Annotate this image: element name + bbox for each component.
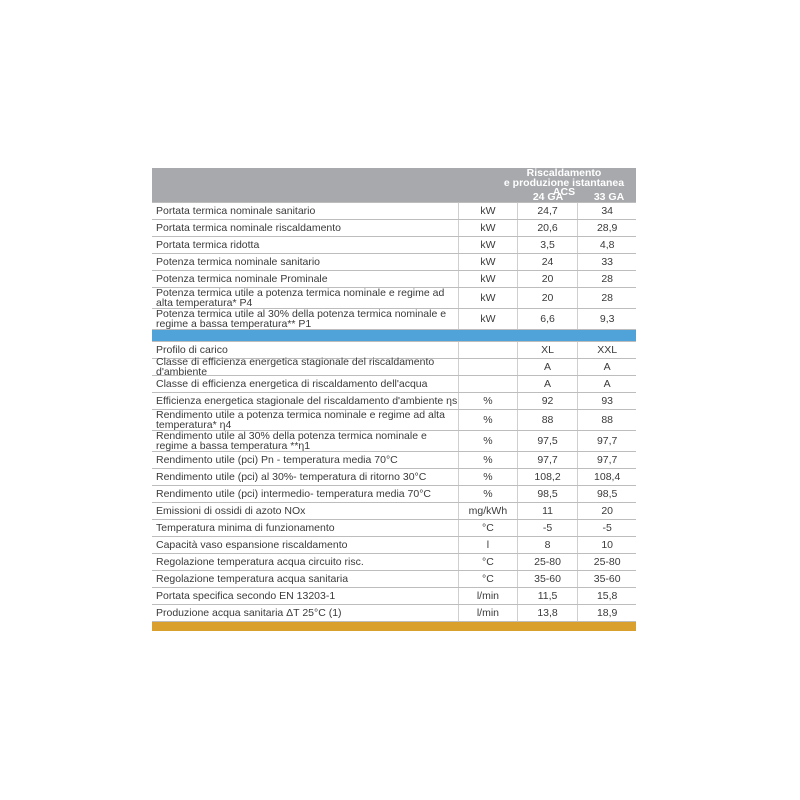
row-unit <box>458 376 517 392</box>
value-33ga: A <box>577 376 636 392</box>
table-row <box>152 202 636 220</box>
table-header <box>152 168 636 202</box>
table-row <box>152 356 636 378</box>
value-24ga: 11,5 <box>517 588 578 604</box>
table-row <box>152 571 636 588</box>
table-row <box>152 469 636 486</box>
value-24ga: 92 <box>517 393 578 409</box>
value-24ga: 8 <box>517 537 578 553</box>
row-unit <box>458 342 517 358</box>
row-label: Profilo di carico <box>156 344 228 356</box>
value-24ga: 3,5 <box>517 237 578 253</box>
table-row <box>152 376 636 393</box>
value-33ga: 15,8 <box>577 588 636 604</box>
table-row <box>152 309 636 330</box>
table-row <box>152 520 636 537</box>
value-24ga: 88 <box>517 410 578 430</box>
row-unit: l/min <box>458 588 517 604</box>
header-title-line1: Riscaldamento <box>526 167 602 179</box>
spec-table <box>152 168 636 631</box>
value-24ga: 20,6 <box>517 220 578 236</box>
row-label: Efficienza energetica stagionale del riscaldamento d'ambiente ηs <box>156 395 458 407</box>
section-efficiency <box>152 341 636 622</box>
value-33ga: 20 <box>577 503 636 519</box>
row-unit: mg/kWh <box>458 503 517 519</box>
value-24ga: XL <box>517 342 578 358</box>
row-label: Classe di efficienza energetica stagionale del riscaldamento d'ambiente <box>156 356 435 378</box>
row-label: Regolazione temperatura acqua circuito risc. <box>156 556 364 568</box>
row-label: Classe di efficienza energetica di riscaldamento dell'acqua <box>156 378 428 390</box>
value-24ga: 98,5 <box>517 486 578 502</box>
table-row <box>152 503 636 520</box>
row-label: Potenza termica nominale Prominale <box>156 273 328 285</box>
value-33ga: 4,8 <box>577 237 636 253</box>
value-33ga: 108,4 <box>577 469 636 485</box>
row-unit: °C <box>458 520 517 536</box>
value-33ga: 28 <box>577 271 636 287</box>
row-label: Portata termica nominale riscaldamento <box>156 222 342 234</box>
value-33ga: 10 <box>577 537 636 553</box>
row-unit: °C <box>458 571 517 587</box>
row-label: Produzione acqua sanitaria ΔT 25°C (1) <box>156 607 342 619</box>
row-unit: kW <box>458 271 517 287</box>
row-label: Temperatura minima di funzionamento <box>156 522 335 534</box>
row-unit: kW <box>458 254 517 270</box>
row-label: Capacità vaso espansione riscaldamento <box>156 539 348 551</box>
table-row <box>152 605 636 622</box>
row-label: Potenza termica nominale sanitario <box>156 256 321 268</box>
row-label: Potenza termica utile a potenza termica nominale e regime ad alta temperatura* P4 <box>156 287 445 309</box>
row-label: Portata termica nominale sanitario <box>156 205 316 217</box>
row-label: Rendimento utile a potenza termica nominale e regime ad alta temperatura* η4 <box>156 409 445 431</box>
table-row <box>152 486 636 503</box>
row-unit: kW <box>458 309 517 329</box>
value-33ga: 28,9 <box>577 220 636 236</box>
table-row <box>152 393 636 410</box>
value-24ga: 6,6 <box>517 309 578 329</box>
table-row <box>152 554 636 571</box>
value-33ga: XXL <box>577 342 636 358</box>
value-33ga: 9,3 <box>577 309 636 329</box>
row-label: Rendimento utile al 30% della potenza termica nominale e regime a bassa temperatura **η1 <box>156 430 427 452</box>
table-row <box>152 452 636 469</box>
row-unit: l/min <box>458 605 517 621</box>
value-24ga: 20 <box>517 271 578 287</box>
value-24ga: A <box>517 359 578 375</box>
model-33ga-heading: 33 GA <box>593 191 625 203</box>
value-24ga: 97,5 <box>517 431 578 451</box>
row-unit: % <box>458 393 517 409</box>
value-33ga: 25-80 <box>577 554 636 570</box>
value-24ga: 11 <box>517 503 578 519</box>
row-unit: kW <box>458 203 517 219</box>
row-unit: l <box>458 537 517 553</box>
value-24ga: A <box>517 376 578 392</box>
header-title-line2: e produzione istantanea ACS <box>503 176 625 198</box>
value-33ga: A <box>577 359 636 375</box>
row-label: Rendimento utile (pci) Pn - temperatura media 70°C <box>156 454 398 466</box>
row-unit: % <box>458 452 517 468</box>
row-unit: kW <box>458 237 517 253</box>
value-24ga: -5 <box>517 520 578 536</box>
row-unit: % <box>458 469 517 485</box>
table-row <box>152 271 636 288</box>
row-label: Rendimento utile (pci) intermedio- temperatura media 70°C <box>156 488 431 500</box>
table-row <box>152 588 636 605</box>
row-label: Rendimento utile (pci) al 30%- temperatura di ritorno 30°C <box>156 471 427 483</box>
value-33ga: 18,9 <box>577 605 636 621</box>
table-row <box>152 220 636 237</box>
row-unit: % <box>458 431 517 451</box>
table-row <box>152 254 636 271</box>
value-33ga: 88 <box>577 410 636 430</box>
value-33ga: -5 <box>577 520 636 536</box>
row-label: Emissioni di ossidi di azoto NOx <box>156 505 306 517</box>
row-label: Potenza termica utile al 30% della potenza termica nominale e regime a bassa temperatura** P1 <box>156 308 447 330</box>
table-row <box>152 431 636 452</box>
value-33ga: 97,7 <box>577 431 636 451</box>
value-24ga: 108,2 <box>517 469 578 485</box>
value-24ga: 35-60 <box>517 571 578 587</box>
value-24ga: 13,8 <box>517 605 578 621</box>
row-unit <box>458 359 517 375</box>
value-33ga: 98,5 <box>577 486 636 502</box>
table-row <box>152 410 636 431</box>
value-33ga: 33 <box>577 254 636 270</box>
value-24ga: 24 <box>517 254 578 270</box>
value-24ga: 20 <box>517 288 578 308</box>
section-divider <box>152 330 636 341</box>
row-unit: kW <box>458 288 517 308</box>
row-label: Regolazione temperatura acqua sanitaria <box>156 573 349 585</box>
value-33ga: 97,7 <box>577 452 636 468</box>
row-unit: °C <box>458 554 517 570</box>
row-unit: kW <box>458 220 517 236</box>
value-24ga: 97,7 <box>517 452 578 468</box>
value-33ga: 93 <box>577 393 636 409</box>
value-24ga: 25-80 <box>517 554 578 570</box>
table-row <box>152 288 636 309</box>
model-24ga-heading: 24 GA <box>532 191 564 203</box>
row-label: Portata specifica secondo EN 13203-1 <box>156 590 336 602</box>
row-unit: % <box>458 486 517 502</box>
value-33ga: 34 <box>577 203 636 219</box>
table-row <box>152 237 636 254</box>
value-24ga: 24,7 <box>517 203 578 219</box>
section-power <box>152 202 636 330</box>
value-33ga: 28 <box>577 288 636 308</box>
value-33ga: 35-60 <box>577 571 636 587</box>
table-row <box>152 537 636 554</box>
row-label: Portata termica ridotta <box>156 239 260 251</box>
row-unit: % <box>458 410 517 430</box>
table-footer-bar <box>152 622 636 631</box>
